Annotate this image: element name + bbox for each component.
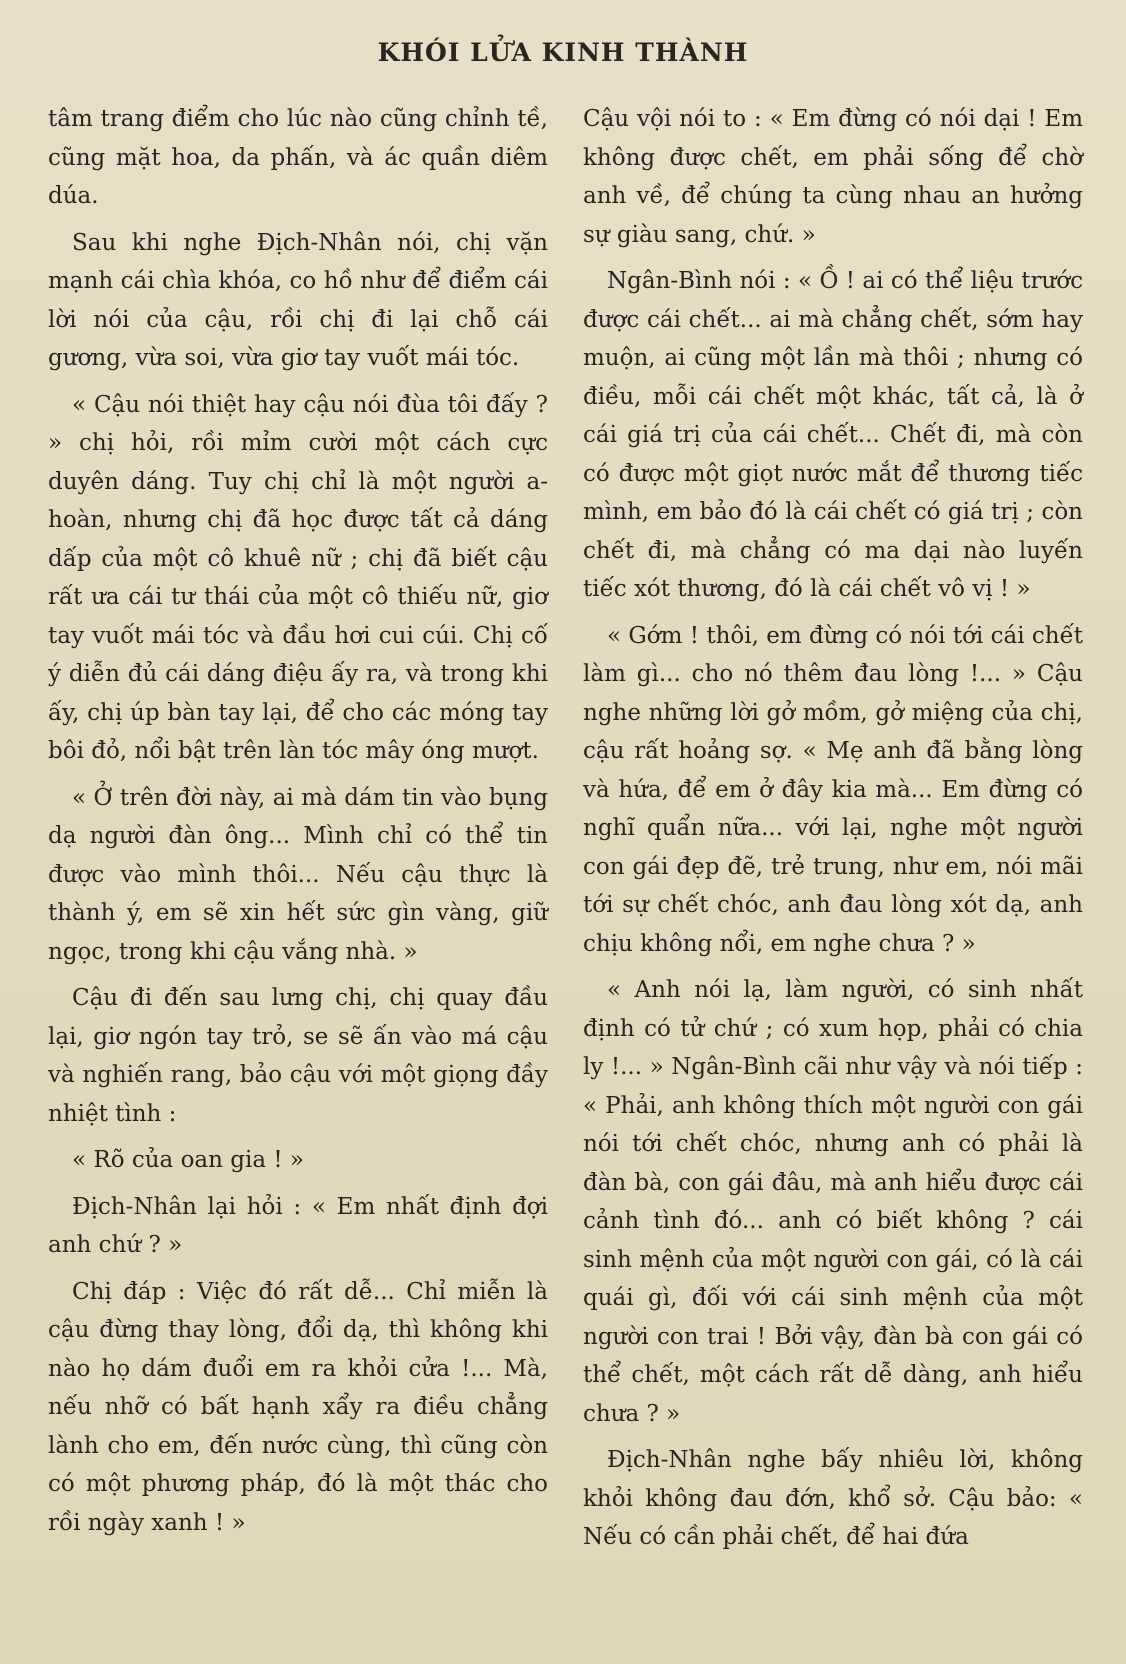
paragraph: Cậu vội nói to : « Em đừng có nói dại ! Em không được chết, em phải sống để chờ anh về, để chúng ta cùng nhau an hưởng sự giàu sang, chứ. » (583, 106, 1083, 248)
paragraph: « Anh nói lạ, làm người, có sinh nhất định có tử chứ ; có xum họp, phải có chia ly !... » Ngân-Bình cãi như vậy và nói tiếp : « Phải, anh không thích một người con gái nói tới chết chóc, nhưng anh có phải là đàn bà, con gái đâu, mà anh hiểu được cái cảnh tình đó... anh có biết không ? cái sinh mệnh của một người con gái, có là cái quái gì, đối với cái sinh mệnh của một người con trai ! Bởi vậy, đàn bà con gái có thể chết, một cách rất dễ dàng, anh hiểu chưa ? » (583, 977, 1083, 1427)
paragraph: « Cậu nói thiệt hay cậu nói đùa tôi đấy ? » chị hỏi, rồi mỉm cười một cách cực duyên dáng. Tuy chị chỉ là một người a-hoàn, nhưng chị đã học được tất cả dáng dấp của một cô khuê nữ ; chị đã biết cậu rất ưa cái tư thái của một cô thiếu nữ, giơ tay vuốt mái tóc và đầu hơi cui cúi. Chị cố ý diễn đủ cái dáng điệu ấy ra, và trong khi ấy, chị úp bàn tay lại, để cho các móng tay bôi đỏ, nổi bật trên làn tóc mây óng mượt. (48, 391, 548, 764)
paragraph: Địch-Nhân nghe bấy nhiêu lời, không khỏi không đau đớn, khổ sở. Cậu bảo: « Nếu có cần phải chết, để hai đứa (583, 1447, 1083, 1550)
running-header: KHÓI LỬA KINH THÀNH (377, 38, 749, 67)
paragraph: Chị đáp : Việc đó rất dễ... Chỉ miễn là cậu đừng thay lòng, đổi dạ, thì không khi nào họ dám đuổi em ra khỏi cửa !... Mà, nếu nhỡ có bất hạnh xẩy ra điều chẳng lành cho em, đến nước cùng, thì cũng còn có một phương pháp, đó là một thác cho rồi ngày xanh ! » (48, 1278, 548, 1536)
paragraph: tâm trang điểm cho lúc nào cũng chỉnh tề, cũng mặt hoa, da phấn, và ác quần diêm dúa. (48, 106, 548, 209)
paragraph: « Ở trên đời này, ai mà dám tin vào bụng dạ người đàn ông... Mình chỉ có thể tin được vào mình thôi... Nếu cậu thực là thành ý, em sẽ xin hết sức gìn vàng, giữ ngọc, trong khi cậu vắng nhà. » (48, 784, 548, 965)
paragraph: Cậu đi đến sau lưng chị, chị quay đầu lại, giơ ngón tay trỏ, se sẽ ấn vào má cậu và nghiến rang, bảo cậu với một giọng đầy nhiệt tình : (48, 985, 548, 1127)
paragraph: « Rõ của oan gia ! » (72, 1147, 304, 1173)
left-column (48, 100, 548, 1550)
right-column (583, 100, 1083, 1565)
paragraph: Địch-Nhân lại hỏi : « Em nhất định đợi anh chứ ? » (48, 1193, 548, 1258)
paragraph: Ngân-Bình nói : « Ồ ! ai có thể liệu trước được cái chết... ai mà chẳng chết, sớm hay muộn, ai cũng một lần mà thôi ; nhưng có điều, mỗi cái chết một khác, tất cả, là ở cái giá trị của cái chết... Chết đi, mà còn có được một giọt nước mắt để thương tiếc mình, em bảo đó là cái chết có giá trị ; còn chết đi, mà chẳng có ma dại nào luyến tiếc xót thương, đó là cái chết vô vị ! » (583, 268, 1083, 602)
paragraph: Sau khi nghe Địch-Nhân nói, chị vặn mạnh cái chìa khóa, co hồ như để điểm cái lời nói của cậu, rồi chị đi lại chỗ cái gương, vừa soi, vừa giơ tay vuốt mái tóc. (48, 229, 548, 371)
paragraph: « Gớm ! thôi, em đừng có nói tới cái chết làm gì... cho nó thêm đau lòng !... » Cậu nghe những lời gở mồm, gở miệng của chị, cậu rất hoảng sợ. « Mẹ anh đã bằng lòng và hứa, để em ở đây kia mà... Em đừng có nghĩ quẩn nữa... với lại, nghe một người con gái đẹp đẽ, trẻ trung, như em, nói mãi tới sự chết chóc, anh đau lòng xót dạ, anh chịu không nổi, em nghe chưa ? » (583, 622, 1083, 957)
